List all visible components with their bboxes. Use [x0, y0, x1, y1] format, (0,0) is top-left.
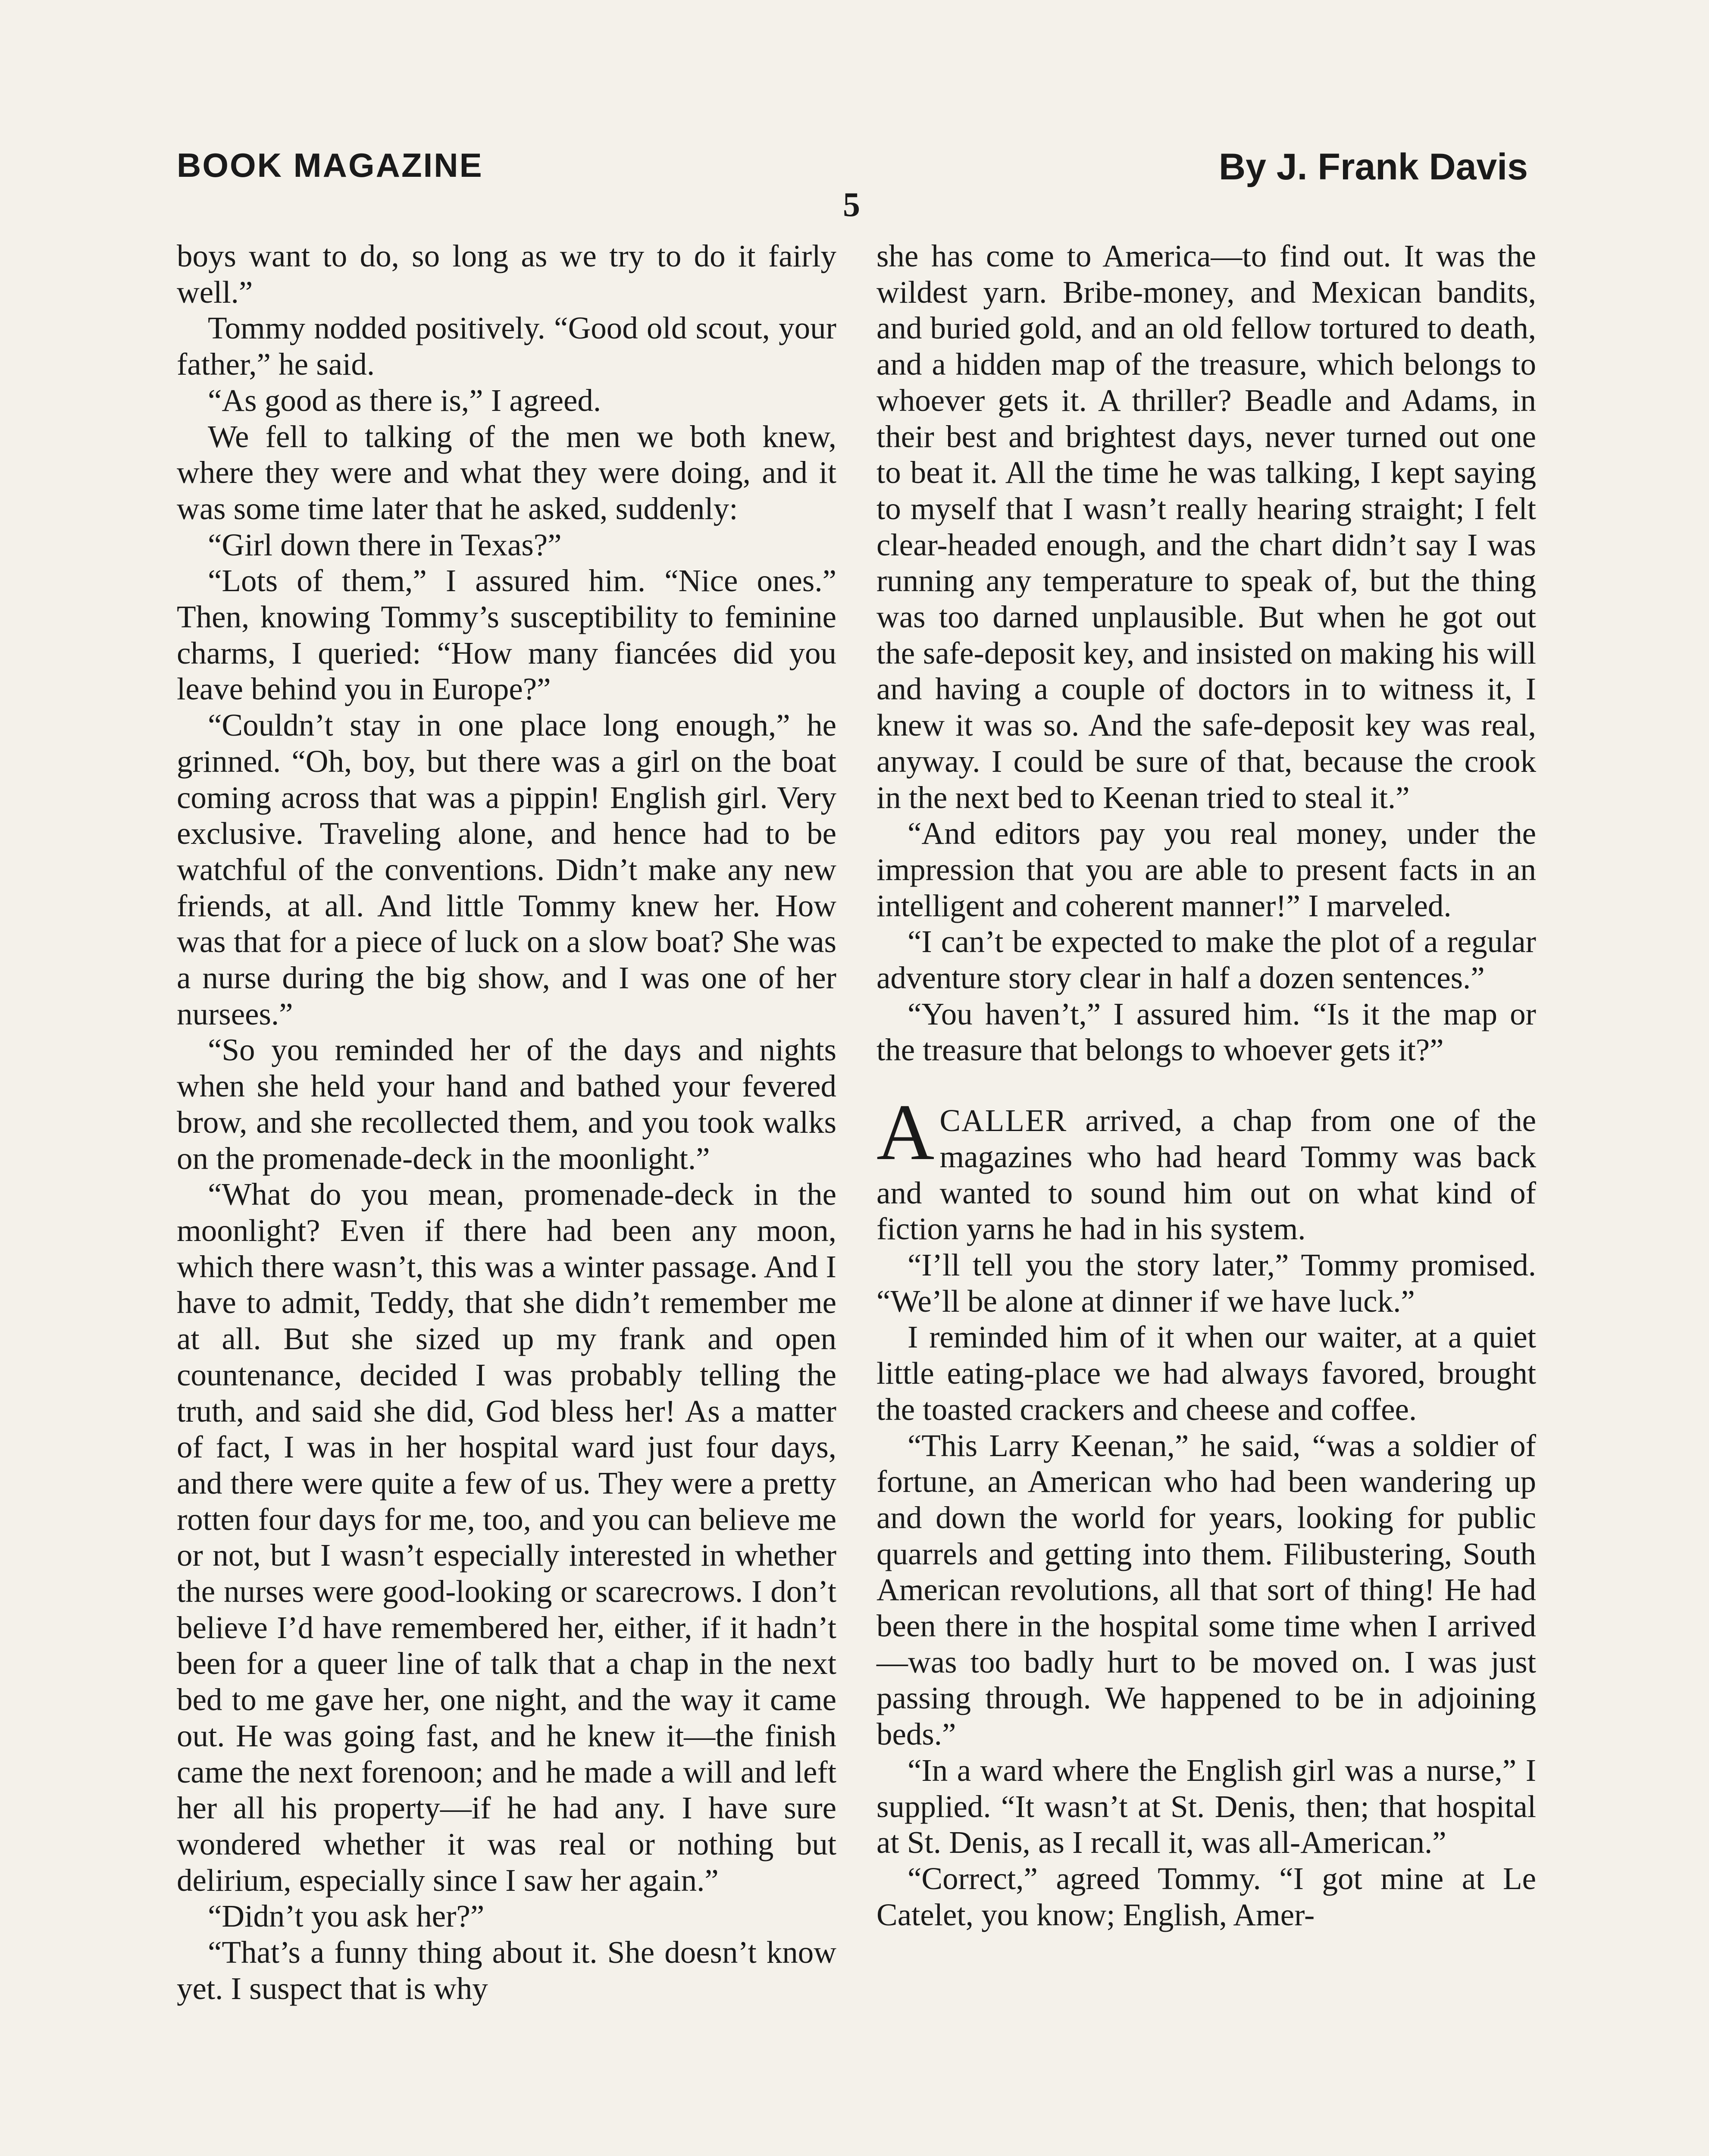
paragraph: “Couldn’t stay in one place long enough,” he grinned. “Oh, boy, but there was a girl on the boat coming across that was a pippin! English girl. Very exclusive. Traveling alone, and hence had to be watchful of the conventions. Didn’t make any new friends, at all. And little Tommy knew her. How was that for a piece of luck on a slow boat? She was a nurse during the big show, and I was one of her nursees.”: [177, 708, 836, 1031]
running-head-author: By J. Frank Davis: [1218, 146, 1528, 188]
paragraph: she has come to America—to find out. It was the wildest yarn. Bribe-money, and Mexican bandits, and buried gold, and an old fellow tortured to death, and a hidden map of the treasure, which belongs to whoever gets it. A thriller? Beadle and Adams, in their best and brightest days, never turned out one to beat it. All the time he was talking, I kept saying to myself that I wasn’t really hearing straight; I felt clear-headed enough, and the chart didn’t say I was running any temperature to speak of, but the thing was too darned unplausible. But when he got out the safe-deposit key, and insisted on making his will and having a couple of doctors in to witness it, I knew it was so. And the safe-deposit key was real, anyway. I could be sure of that, because the crook in the next bed to Keenan tried to steal it.”: [876, 238, 1536, 815]
paragraph: “Didn’t you ask her?”: [208, 1899, 485, 1934]
paragraph: “I’ll tell you the story later,” Tommy promised. “We’ll be alone at dinner if we have luck.”: [876, 1247, 1536, 1319]
paragraph: Tommy nodded positively. “Good old scout, your father,” he said.: [177, 310, 836, 382]
paragraph: “And editors pay you real money, under the impression that you are able to present facts in an intelligent and coherent manner!” I marveled.: [876, 816, 1536, 923]
paragraph: “Lots of them,” I assured him. “Nice ones.” Then, knowing Tommy’s susceptibility to feminine charms, I queried: “How many fiancées did you leave behind you in Europe?”: [177, 563, 836, 707]
paragraph: “You haven’t,” I assured him. “Is it the map or the treasure that belongs to whoever gets it?”: [876, 996, 1536, 1068]
paragraph: “What do you mean, promenade-deck in the moonlight? Even if there had been any moon, which there wasn’t, this was a winter passage. And I have to admit, Teddy, that she didn’t remember me at all. But she sized up my frank and open countenance, decided I was probably telling the truth, and said she did, God bless her! As a matter of fact, I was in her hospital ward just four days, and there were quite a few of us. They were a pretty rotten four days for me, too, and you can believe me or not, but I wasn’t especially interested in whether the nurses were good-looking or scarecrows. I don’t believe I’d have remembered her, either, if it hadn’t been for a queer line of talk that a chap in the next bed to me gave her, one night, and the way it came out. He was going fast, and he knew it—the finish came the next forenoon; and he made a will and left her all his property—if he had any. I have sure wondered whether it was real or nothing but delirium, especially since I saw her again.”: [177, 1177, 836, 1898]
paragraph: “Girl down there in Texas?”: [208, 527, 562, 562]
paragraph: “That’s a funny thing about it. She doesn’t know yet. I suspect that is why: [177, 1935, 836, 2006]
right-text-column: [876, 238, 1536, 1933]
paragraph: boys want to do, so long as we try to do it fairly well.”: [177, 238, 836, 310]
section-opening-text: arrived, a chap from one of the magazines who had heard Tommy was back and wanted to sound him out on what kind of fiction yarns he had in his system.: [876, 1103, 1536, 1247]
paragraph: “As good as there is,” I agreed.: [208, 382, 601, 418]
paragraph: “Correct,” agreed Tommy. “I got mine at Le Catelet, you know; English, Amer-: [876, 1861, 1536, 1932]
section-opening-paragraph: [876, 1088, 1536, 1247]
running-head-magazine: BOOK MAGAZINE: [177, 146, 483, 184]
section-lead-word: CALLER: [939, 1103, 1067, 1138]
paragraph: “This Larry Keenan,” he said, “was a soldier of fortune, an American who had been wandering up and down the world for years, looking for public quarrels and getting into them. Filibustering, South American revolutions, all that sort of thing! He had been there in the hospital some time when I arrived—was too badly hurt to be moved on. I was just passing through. We happened to be in adjoining beds.”: [876, 1428, 1536, 1752]
drop-cap: A: [876, 1088, 935, 1177]
paragraph: “I can’t be expected to make the plot of a regular adventure story clear in half a dozen sentences.”: [876, 924, 1536, 996]
left-text-column: [177, 238, 836, 2006]
paragraph: I reminded him of it when our waiter, at a quiet little eating-place we had always favored, brought the toasted crackers and cheese and coffee.: [876, 1319, 1536, 1427]
page-number: 5: [843, 186, 860, 224]
paragraph: We fell to talking of the men we both knew, where they were and what they were doing, and it was some time later that he asked, suddenly:: [177, 419, 836, 526]
paragraph: “In a ward where the English girl was a nurse,” I supplied. “It wasn’t at St. Denis, then; that hospital at St. Denis, as I recall it, was all-American.”: [876, 1752, 1536, 1860]
paragraph: “So you reminded her of the days and nights when she held your hand and bathed your fevered brow, and she recollected them, and you took walks on the promenade-deck in the moonlight.”: [177, 1032, 836, 1176]
